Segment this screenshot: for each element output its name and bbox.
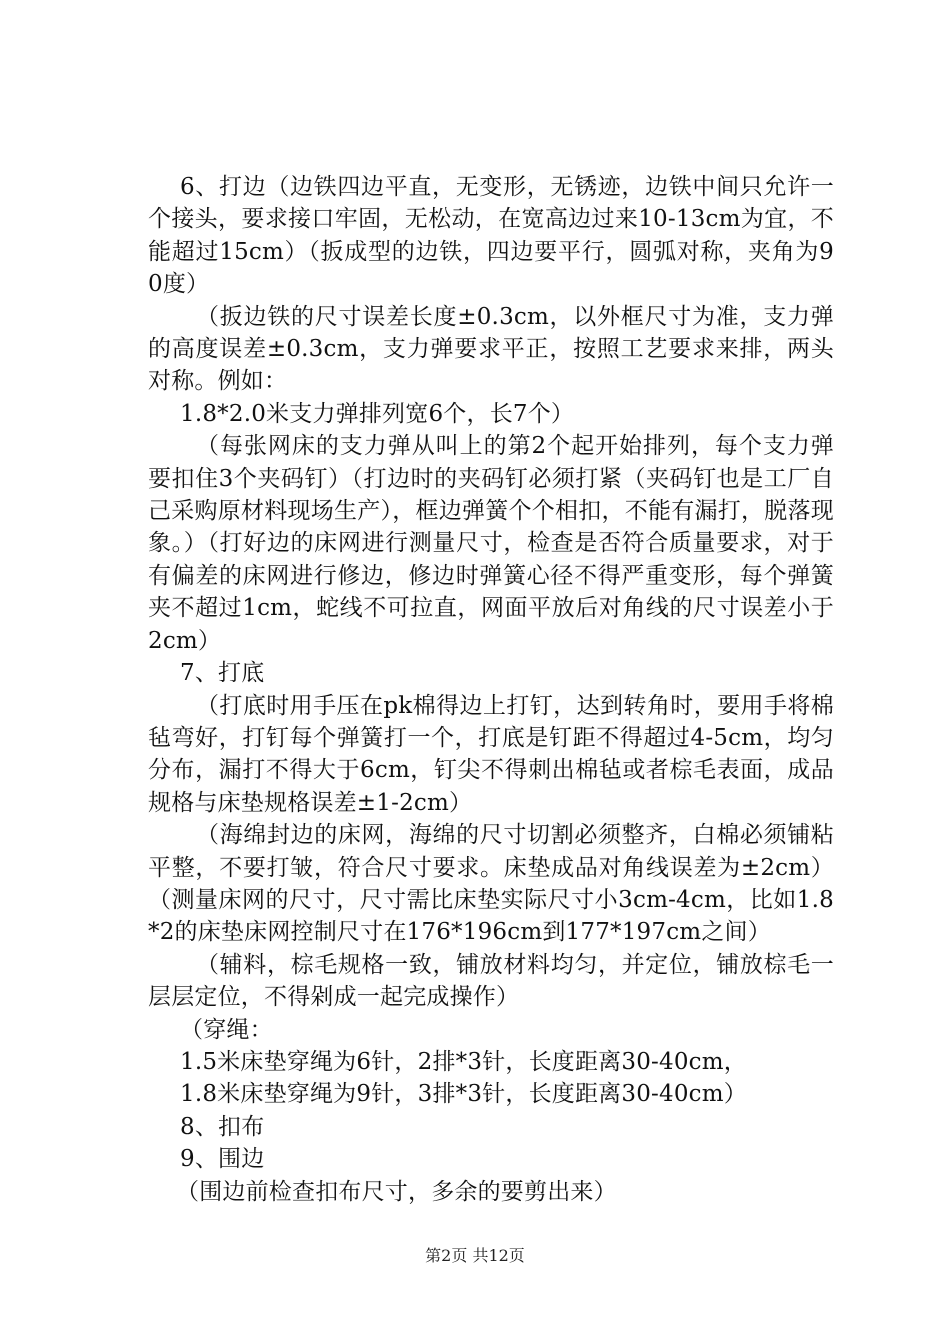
paragraph-7: （海绵封边的床网，海绵的尺寸切割必须整齐，白棉必须铺粘平整，不要打皱，符合尺寸要求。床垫成品对角线误差为±2cm）（测量床网的尺寸，尺寸需比床垫实际尺寸小3cm-4cm，比如1.8*2的床垫床网控制尺寸在176*196cm到177*197cm之间） (148, 822, 834, 946)
document-body (148, 171, 834, 1208)
paragraph-5: 7、打底 (180, 660, 265, 687)
paragraph-11: 1.8米床垫穿绳为9针，3排*3针，长度距离30-40cm） (180, 1081, 747, 1108)
page-number-footer: 第2页 共12页 (425, 1246, 525, 1265)
paragraph-14: （围边前检查扣布尺寸，多余的要剪出来） (176, 1178, 617, 1205)
paragraph-2: （扳边铁的尺寸误差长度±0.3cm，以外框尺寸为准，支力弹的高度误差±0.3cm，支力弹要求平正，按照工艺要求来排，两头对称。例如： (148, 303, 834, 395)
paragraph-13: 9、围边 (180, 1146, 265, 1173)
paragraph-9: （穿绳： (180, 1016, 273, 1043)
paragraph-4: （每张网床的支力弹从叫上的第2个起开始排列，每个支力弹要扣住3个夹码钉）（打边时的夹码钉必须打紧（夹码钉也是工厂自己采购原材料现场生产），框边弹簧个个相扣，不能有漏打，脱落现象。）（打好边的床网进行测量尺寸，检查是否符合质量要求，对于有偏差的床网进行修边，修边时弹簧心径不得严重变形，每个弹簧夹不超过1cm，蛇线不可拉直，网面平放后对角线的尺寸误差小于2cm） (148, 433, 834, 654)
paragraph-6: （打底时用手压在pk棉得边上打钉，达到转角时，要用手将棉毡弯好，打钉每个弹簧打一个，打底是钉距不得超过4-5cm，均匀分布，漏打不得大于6cm，钉尖不得刺出棉毡或者棕毛表面，成品规格与床垫规格误差±1-2cm） (148, 692, 834, 816)
paragraph-12: 8、扣布 (180, 1113, 265, 1140)
paragraph-8: （辅料，棕毛规格一致，铺放材料均匀，并定位，铺放棕毛一层层定位，不得剁成一起完成操作） (148, 951, 834, 1011)
paragraph-3: 1.8*2.0米支力弹排列宽6个，长7个） (180, 400, 575, 427)
paragraph-10: 1.5米床垫穿绳为6针，2排*3针，长度距离30-40cm， (180, 1048, 747, 1075)
paragraph-1: 6、打边（边铁四边平直，无变形，无锈迹，边铁中间只允许一个接头，要求接口牢固，无松动，在宽高边过来10-13cm为宜，不能超过15cm）（扳成型的边铁，四边要平行，圆弧对称，夹角为90度） (148, 174, 834, 298)
